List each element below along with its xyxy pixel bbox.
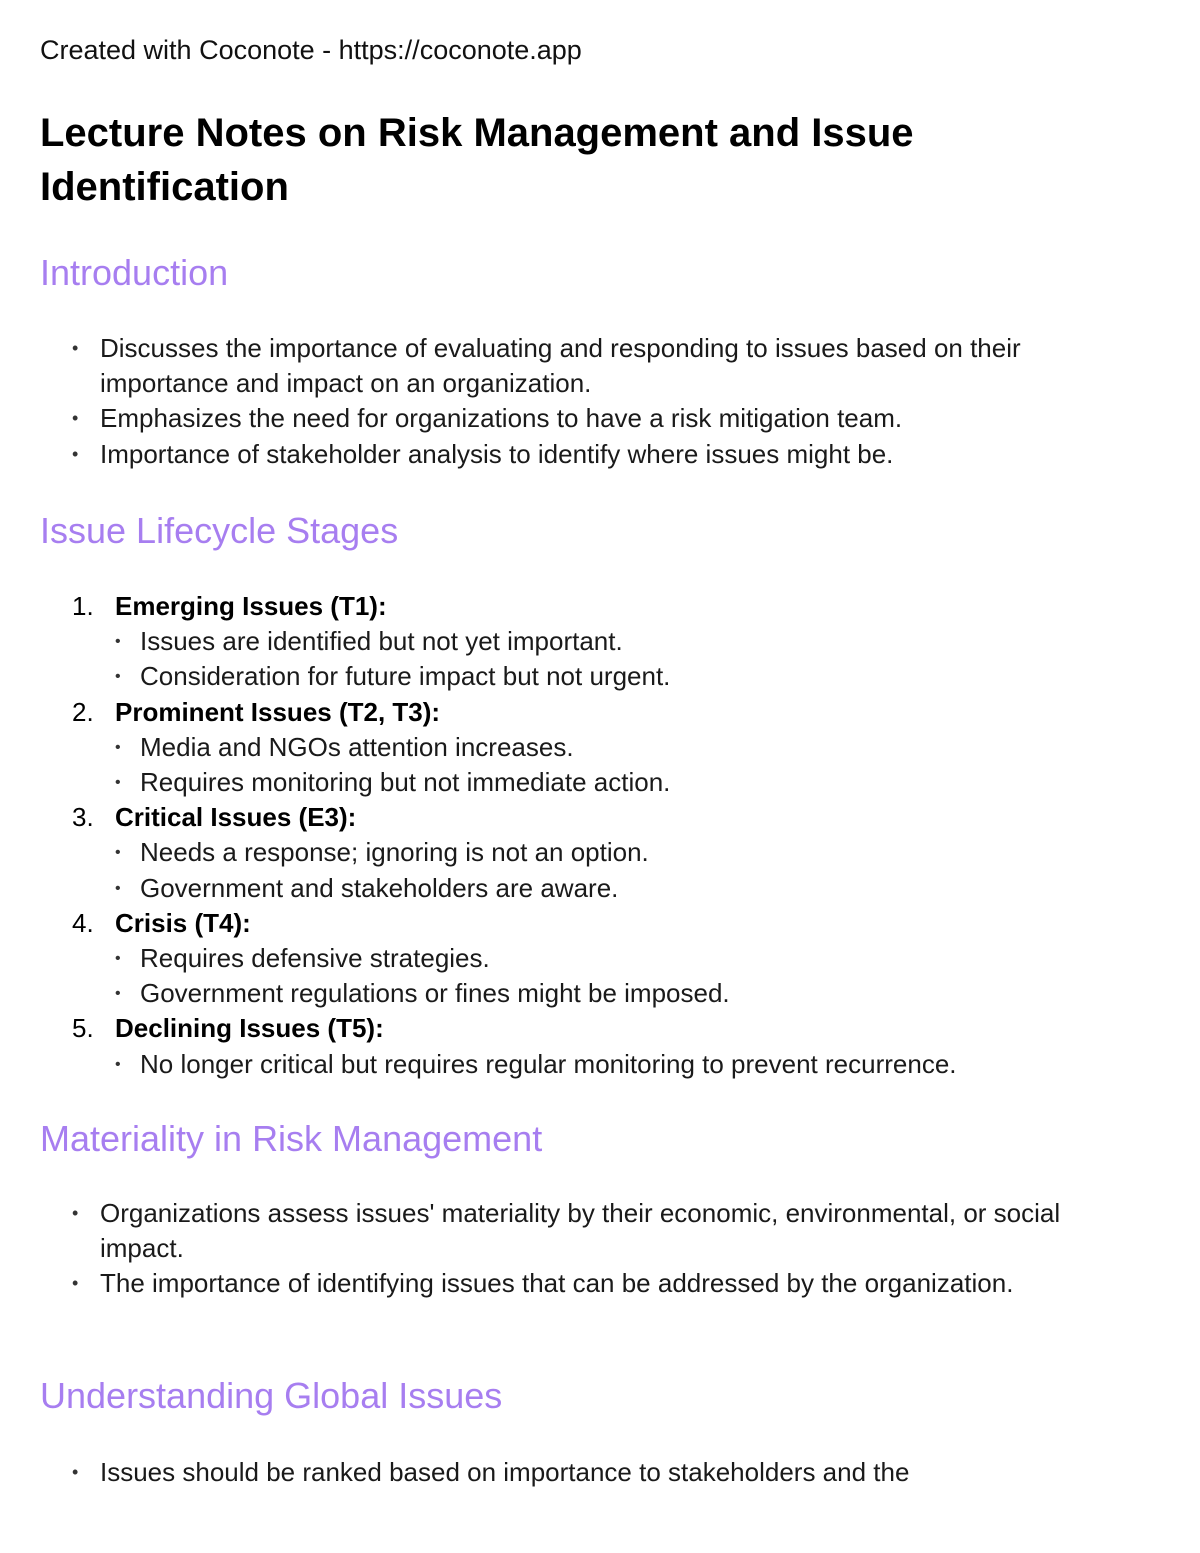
bullet-item: • Discusses the importance of evaluating and responding to issues based on their importance and impact on an organization.: [40, 331, 1140, 401]
sub-bullet-item: • Consideration for future impact but not urgent.: [115, 659, 1150, 694]
document-title: Lecture Notes on Risk Management and Issue Identification: [40, 111, 914, 209]
stage-title: Declining Issues (T5):: [115, 1013, 384, 1044]
stage-points: [115, 730, 1150, 800]
sub-bullet-item: • No longer critical but requires regular monitoring to prevent recurrence.: [115, 1047, 1150, 1082]
stage-number: 5.: [72, 1013, 94, 1044]
bullet-item: • The importance of identifying issues that can be addressed by the organization.: [40, 1266, 1140, 1301]
materiality-bullets: [40, 1196, 1140, 1302]
sub-bullet-item: • Requires monitoring but not immediate action.: [115, 765, 1150, 800]
bullet-item: • Emphasizes the need for organizations to have a risk mitigation team.: [40, 401, 1140, 436]
section-heading-introduction: Introduction: [40, 252, 229, 293]
stage-title: Critical Issues (E3):: [115, 802, 357, 833]
sub-bullet-item: • Government and stakeholders are aware.: [115, 871, 1150, 906]
stage-item-emerging: [40, 589, 1150, 695]
stage-item-prominent: [40, 695, 1150, 801]
stage-points: [115, 624, 1150, 694]
stage-points: [115, 835, 1150, 905]
section-heading-global-issues: Understanding Global Issues: [40, 1375, 503, 1416]
global-issues-bullets: [40, 1455, 1140, 1490]
stage-number: 1.: [72, 591, 94, 621]
bullet-item: • Importance of stakeholder analysis to identify where issues might be.: [40, 437, 1140, 472]
created-with-note: Created with Coconote - https://coconote.app: [40, 35, 582, 65]
introduction-bullets: [40, 331, 1140, 472]
stage-title: Crisis (T4):: [115, 907, 251, 938]
stage-title: Prominent Issues (T2, T3):: [115, 696, 441, 727]
stage-points: [115, 1047, 1150, 1082]
stage-number: 3.: [72, 802, 94, 833]
sub-bullet-item: • Government regulations or fines might be imposed.: [115, 976, 1150, 1011]
stage-item-critical: [40, 800, 1150, 906]
sub-bullet-item: • Needs a response; ignoring is not an option.: [115, 835, 1150, 870]
sub-bullet-item: • Requires defensive strategies.: [115, 941, 1150, 976]
stage-title: Emerging Issues (T1):: [115, 591, 387, 621]
stage-item-crisis: [40, 906, 1150, 1012]
stage-number: 2.: [72, 696, 94, 727]
section-heading-lifecycle: Issue Lifecycle Stages: [40, 510, 399, 551]
stage-item-declining: [40, 1011, 1150, 1081]
stage-number: 4.: [72, 907, 94, 938]
sub-bullet-item: • Media and NGOs attention increases.: [115, 730, 1150, 765]
bullet-item: • Issues should be ranked based on importance to stakeholders and the: [40, 1455, 1140, 1490]
bullet-item: • Organizations assess issues' materiality by their economic, environmental, or social impact.: [40, 1196, 1140, 1266]
stage-points: [115, 941, 1150, 1011]
lifecycle-stages-list: [40, 589, 1150, 1082]
sub-bullet-item: • Issues are identified but not yet important.: [115, 624, 1150, 659]
section-heading-materiality: Materiality in Risk Management: [40, 1118, 543, 1159]
